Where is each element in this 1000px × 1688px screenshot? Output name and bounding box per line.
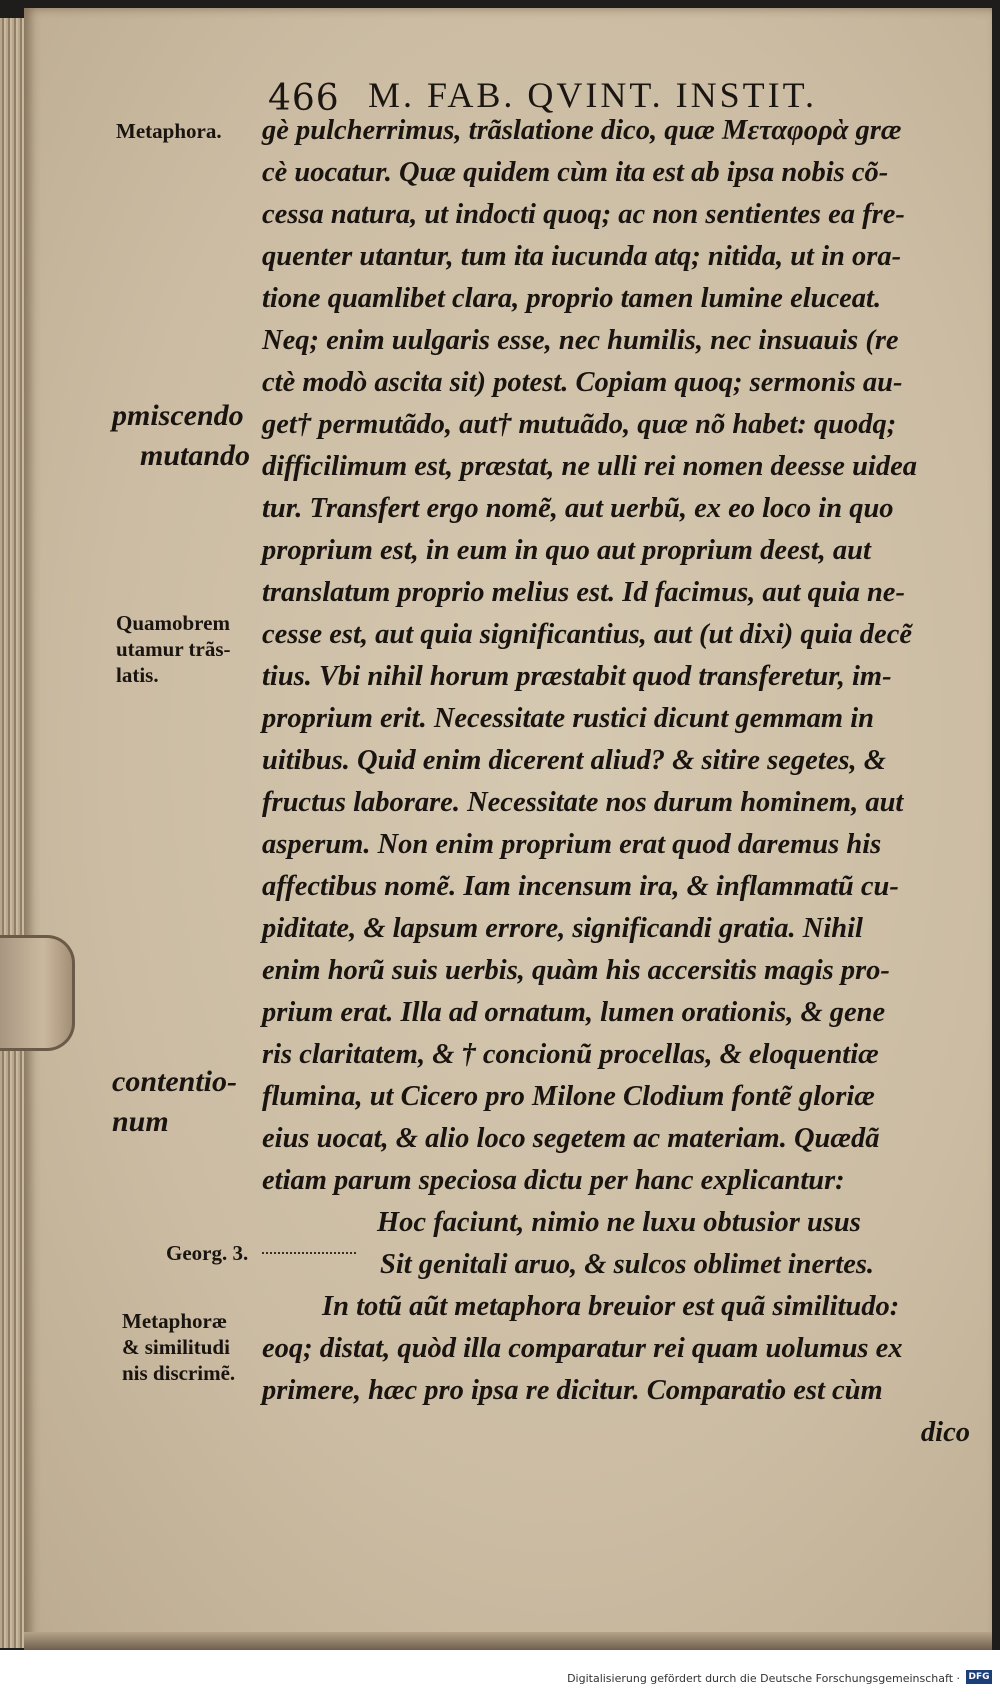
body-line: ris claritatem, & † concionũ procellas, & eloquentiæ [262, 1039, 879, 1070]
margin-note-line: Quamobrem [116, 611, 230, 635]
dfg-logo-icon: DFG [966, 1670, 992, 1684]
body-text [262, 110, 970, 1454]
margin-note-quamobrem [116, 610, 231, 688]
body-line: tius. Vbi nihil horum præstabit quod transferetur, im- [262, 661, 892, 692]
body-line: translatum proprio melius est. Id facimus, aut quia ne- [262, 577, 905, 608]
margin-note-discrimen [122, 1308, 235, 1386]
body-line: affectibus nomẽ. Iam incensum ira, & inflammatũ cu- [262, 871, 899, 902]
catchword: dico [920, 1417, 970, 1448]
margin-note-georg [166, 1240, 248, 1266]
margin-note-line: Metaphora. [116, 119, 222, 143]
body-line: uitibus. Quid enim dicerent aliud? & sitire segetes, & [262, 745, 886, 776]
margin-note-line: nis discrimẽ. [122, 1361, 236, 1385]
body-line: gè pulcherrimus, trãslatione dico, quæ Μεταφορὰ græ [262, 115, 902, 146]
body-line: flumina, ut Cicero pro Milone Clodium fontẽ gloriæ [262, 1081, 875, 1112]
verse-line: Sit genitali aruo, & sulcos oblimet inertes. [380, 1249, 875, 1280]
body-line: eius uocat, & alio loco segetem ac materiam. Quædã [262, 1123, 880, 1154]
footer-credit: Digitalisierung gefördert durch die Deutsche Forschungsgemeinschaft · [567, 1672, 960, 1685]
body-line: eoq; distat, quòd illa comparatur rei quam uolumus ex [262, 1333, 903, 1364]
body-line: prium erat. Illa ad ornatum, lumen orationis, & gene [262, 997, 886, 1028]
book-clasp [0, 935, 75, 1051]
margin-note-line: contentio- [112, 1065, 237, 1098]
body-line: proprium est, in eum in quo aut proprium deest, aut [262, 535, 871, 566]
body-line: tur. Transfert ergo nomẽ, aut uerbũ, ex eo loco in quo [262, 493, 894, 524]
margin-note-metaphora [116, 118, 222, 144]
page-number: 466 [268, 78, 340, 119]
body-line: ctè modò ascita sit) potest. Copiam quoq; sermonis au- [262, 367, 903, 398]
margin-note-line: pmiscendo [112, 399, 244, 432]
body-line: fructus laborare. Necessitate nos durum hominem, aut [262, 787, 904, 818]
body-line: In totũ aũt metaphora breuior est quã similitudo: [322, 1291, 900, 1322]
margin-note-line: latis. [116, 663, 159, 687]
body-line: enim horũ suis uerbis, quàm his accersitis magis pro- [262, 955, 890, 986]
body-line: primere, hæc pro ipsa re dicitur. Comparatio est cùm [262, 1375, 883, 1406]
margin-note-pmiscendo [112, 396, 250, 476]
body-line: quenter utantur, tum ita iucunda atq; nitida, ut in ora- [262, 241, 902, 272]
margin-note-line: utamur trãs- [116, 637, 231, 661]
body-line: cessa natura, ut indocti quoq; ac non sentientes ea fre- [262, 199, 905, 230]
page-bottom-edge [24, 1632, 992, 1650]
margin-note-contentio [112, 1062, 237, 1142]
margin-note-line: num [112, 1105, 169, 1138]
body-line: get† permutãdo, aut† mutuãdo, quæ nõ habet: quodq; [262, 409, 897, 440]
margin-note-line: Metaphoræ [122, 1309, 227, 1333]
margin-note-line: mutando [140, 439, 251, 472]
margin-note-line: Georg. 3. [166, 1241, 249, 1265]
body-line: tione quamlibet clara, proprio tamen lumine eluceat. [262, 283, 882, 314]
body-line: difficilimum est, præstat, ne ulli rei nomen deesse uidea [262, 451, 917, 482]
body-line: Neq; enim uulgaris esse, nec humilis, nec insuauis (re [262, 325, 899, 356]
body-line: cè uocatur. Quæ quidem cùm ita est ab ipsa nobis cõ- [262, 157, 889, 188]
body-line: proprium erit. Necessitate rustici dicunt gemmam in [262, 703, 874, 734]
body-line: piditate, & lapsum errore, significandi gratia. Nihil [262, 913, 863, 944]
body-line: etiam parum speciosa dictu per hanc explicantur: [262, 1165, 845, 1196]
margin-note-line: & similitudi [122, 1335, 230, 1359]
verse-line: Hoc faciunt, nimio ne luxu obtusior usus [377, 1207, 861, 1238]
running-head: M. FAB. QVINT. INSTIT. [368, 75, 817, 115]
body-line: asperum. Non enim proprium erat quod daremus his [262, 829, 882, 860]
body-line: cesse est, aut quia significantius, aut (ut dixi) quia decẽ [262, 619, 912, 650]
